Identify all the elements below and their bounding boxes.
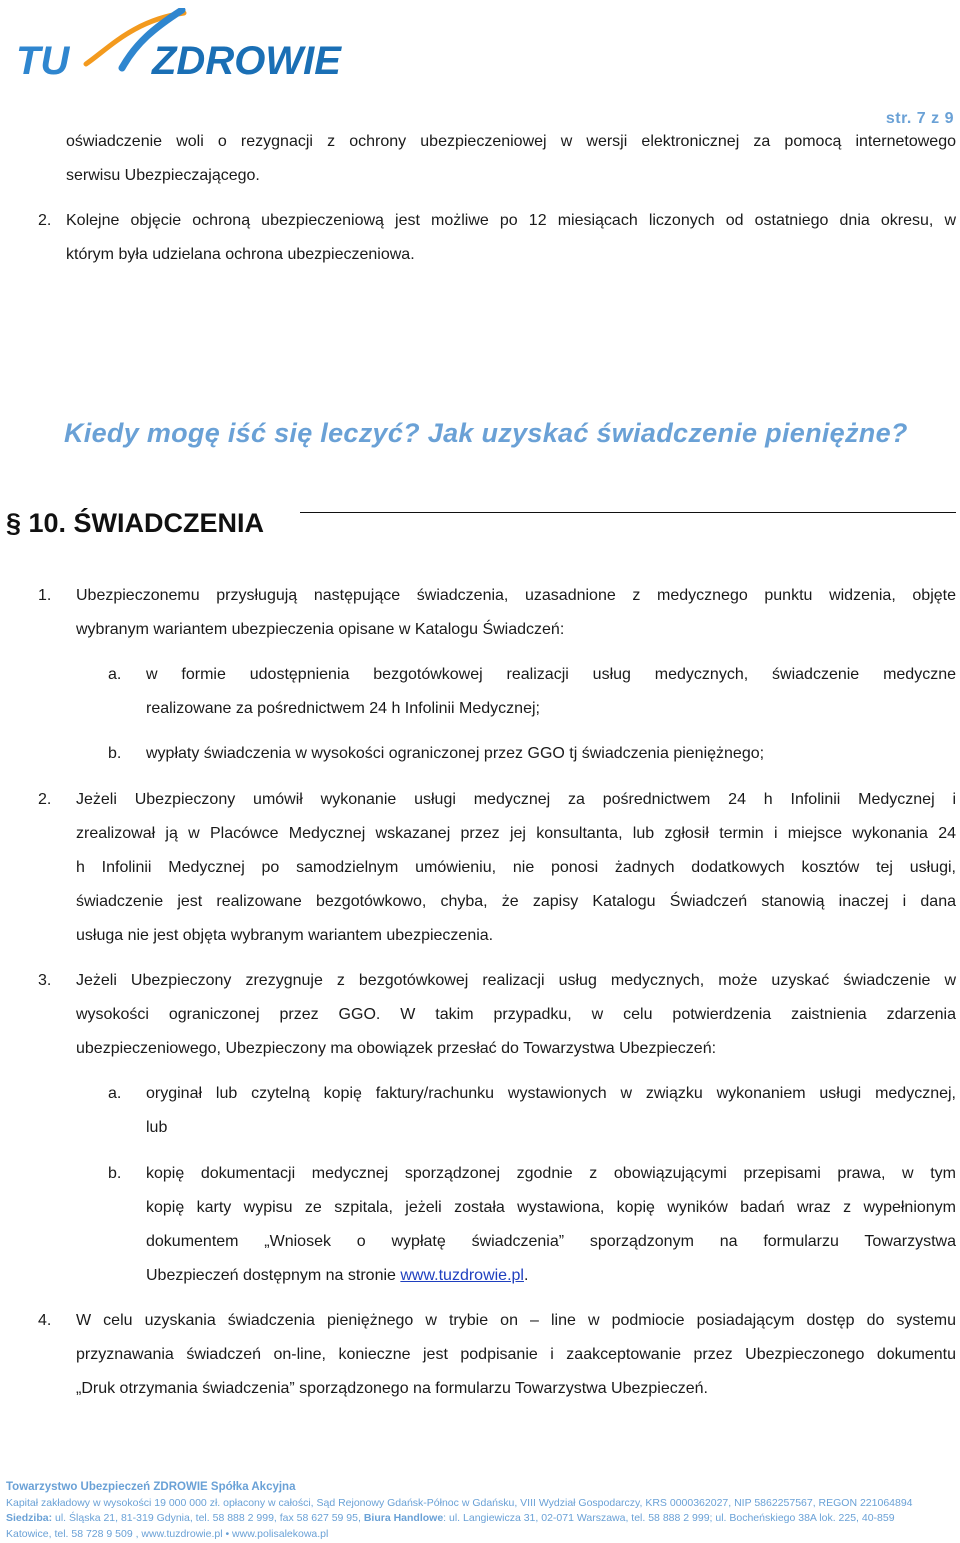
- item-3b-line-4: [146, 1259, 956, 1293]
- footer-siedziba-label: Siedziba:: [6, 1512, 53, 1524]
- footer-line-3: Katowice, tel. 58 728 9 509 , www.tuzdrowie.pl • www.polisalekowa.pl: [6, 1527, 329, 1540]
- intro-line-2: serwisu Ubezpieczającego.: [66, 167, 260, 184]
- intro-item-2-line-1: Kolejne objęcie ochroną ubezpieczeniową jest możliwe po 12 miesiącach liczonych od ostatniego dnia okresu, w: [66, 212, 956, 229]
- intro-item-2-line-2: którym była udzielana ochrona ubezpieczeniowa.: [66, 246, 415, 263]
- item-4-line-1: W celu uzyskania świadczenia pieniężnego w trybie on – line w podmiocie posiadającym dostęp do systemu: [76, 1312, 956, 1329]
- item-3-line-3: ubezpieczeniowego, Ubezpieczony ma obowiązek przesłać do Towarzystwa Ubezpieczeń:: [76, 1040, 717, 1057]
- footer-company-name: Towarzystwo Ubezpieczeń ZDROWIE Spółka Akcyjna: [6, 1481, 296, 1493]
- tu-zdrowie-logo: [14, 8, 364, 88]
- item-3b-line-4-end: .: [523, 1267, 529, 1284]
- item-3a-line-1: oryginał lub czytelną kopię faktury/rachunku wystawionych w związku wykonaniem usługi medycznej,: [146, 1085, 956, 1102]
- intro-item-2-number: 2.: [38, 212, 52, 229]
- item-3a-line-2: lub: [146, 1119, 168, 1136]
- item-2-line-3: h Infolinii Medycznej po samodzielnym umówieniu, nie ponosi żadnych dodatkowych kosztów tej usługi,: [76, 859, 956, 876]
- item-1-line-1: Ubezpieczonemu przysługują następujące świadczenia, uzasadnione z medycznego punktu widzenia, objęte: [76, 587, 956, 604]
- logo-zdrowie-text: ZDROWIE: [152, 39, 341, 83]
- section-title: § 10. ŚWIADCZENIA: [6, 508, 265, 538]
- item-3-number: 3.: [38, 972, 52, 989]
- section-divider: [300, 512, 956, 513]
- item-3b-number: b.: [108, 1165, 122, 1182]
- item-1a-line-1: w formie udostępnienia bezgotówkowej realizacji usług medycznych, świadczenie medyczne: [146, 666, 956, 683]
- footer-line-1: Kapitał zakładowy w wysokości 19 000 000 zł. opłacony w całości, Sąd Rejonowy Gdańsk-Północ w Gdańsku, VIII Wydział Gospodarczy, KRS 0000362027, NIP 5862257567, REGON 221064894: [6, 1496, 913, 1509]
- footer-siedziba-text: ul. Śląska 21, 81-319 Gdynia, tel. 58 888 2 999, fax 58 627 59 95,: [52, 1512, 364, 1524]
- item-3-line-2: wysokości ograniczonej przez GGO. W takim przypadku, w celu potwierdzenia zaistnienia zdarzenia: [76, 1006, 956, 1023]
- footer-line-2: [6, 1511, 956, 1527]
- item-1b-line-1: wypłaty świadczenia w wysokości ograniczonej przez GGO tj świadczenia pieniężnego;: [146, 745, 765, 762]
- item-1a-line-2: realizowane za pośrednictwem 24 h Infolinii Medycznej;: [146, 700, 540, 717]
- page-number: str. 7 z 9: [885, 110, 954, 127]
- item-3a-number: a.: [108, 1085, 122, 1102]
- footer: [6, 1480, 956, 1542]
- item-3-line-1: Jeżeli Ubezpieczony zrezygnuje z bezgotówkowej realizacji usług medycznych, może uzyskać świadczenie w: [76, 972, 956, 989]
- blue-heading: Kiedy mogę iść się leczyć? Jak uzyskać świadczenie pieniężne?: [64, 418, 908, 448]
- tuzdrowie-link[interactable]: www.tuzdrowie.pl: [400, 1267, 524, 1284]
- item-1-number: 1.: [38, 587, 52, 604]
- item-4-line-2: przyznawania świadczeń on-line, konieczne jest podpisanie i zaakceptowanie przez Ubezpieczonego dokumentu: [76, 1346, 956, 1363]
- intro-line-1: oświadczenie woli o rezygnacji z ochrony ubezpieczeniowej w wersji elektronicznej za pomocą internetowego: [66, 133, 956, 150]
- item-1b-number: b.: [108, 745, 122, 762]
- item-3b-line-1: kopię dokumentacji medycznej sporządzonej zgodnie z obowiązującymi przepisami prawa, w tym: [146, 1165, 956, 1182]
- footer-biura-label: Biura Handlowe: [363, 1512, 444, 1524]
- item-1-line-2: wybranym wariantem ubezpieczenia opisane w Katalogu Świadczeń:: [76, 621, 565, 638]
- item-2-line-5: usługa nie jest objęta wybranym wariantem ubezpieczenia.: [76, 927, 494, 944]
- item-2-line-4: świadczenie jest realizowane bezgotówkowo, chyba, że zapisy Katalogu Świadczeń stanowią inaczej i dana: [76, 893, 956, 910]
- item-2-line-2: zrealizował ją w Placówce Medycznej wskazanej przez jej konsultanta, lub zgłosił termin i miejsce wykonania 24: [76, 825, 956, 842]
- item-4-number: 4.: [38, 1312, 52, 1329]
- item-2-line-1: Jeżeli Ubezpieczony umówił wykonanie usługi medycznej za pośrednictwem 24 h Infolinii Medycznej i: [76, 791, 956, 808]
- item-4-line-3: „Druk otrzymania świadczenia” sporządzonego na formularzu Towarzystwa Ubezpieczeń.: [76, 1380, 708, 1397]
- item-3b-line-4-text: Ubezpieczeń dostępnym na stronie: [146, 1267, 401, 1284]
- item-1a-number: a.: [108, 666, 122, 683]
- item-3b-line-2: kopię karty wypisu ze szpitala, jeżeli została wystawiona, kopię wyników badań wraz z wypełnionym: [146, 1199, 956, 1216]
- footer-biura-text: : ul. Langiewicza 31, 02-071 Warszawa, tel. 58 888 2 999; ul. Bocheńskiego 38A lok. 225, 40-859: [443, 1512, 895, 1524]
- logo-tu-text: TU: [16, 39, 70, 83]
- logo-graphic: [14, 8, 364, 88]
- item-2-number: 2.: [38, 791, 52, 808]
- item-3b-line-3: dokumentem „Wniosek o wypłatę świadczenia” sporządzonym na formularzu Towarzystwa: [146, 1233, 956, 1250]
